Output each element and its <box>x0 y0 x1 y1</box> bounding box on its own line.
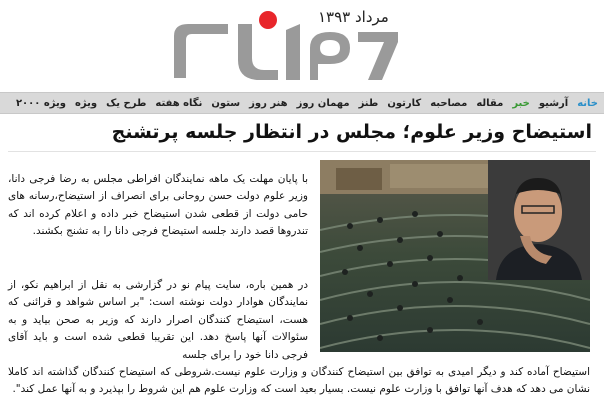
logo-mark-4 <box>310 32 350 80</box>
nav-item-guest[interactable]: مهمان روز <box>296 97 350 109</box>
nav-item-cartoon[interactable]: کارتون <box>387 97 422 109</box>
article-paragraph-2: در همین باره، سایت پیام نو در گزارشی به نقل از ابراهیم نکو، از نمایندگان هوادار دولت نوشته است: "بر اساس شواهد و قرائنی که هست، استیضاح کنندگان اصرار دارند که وزیر به صحن بیاید و به سئوالات آنها پاسخ دهد. این تقریبا قطعی شده است و باید آقای فرجی دانا خود را برای جلسه <box>8 278 308 361</box>
nav-item-column[interactable]: ستون <box>211 97 241 109</box>
parliament-photo <box>320 160 590 352</box>
nav-item-satire[interactable]: طنز <box>358 97 379 109</box>
hall-podium <box>336 168 382 190</box>
article-paragraph-3: استیضاح آماده کند و دیگر امیدی به توافق بین استیضاح کنندگان و وزارت علوم نیست.شروطی که استیضاح کنندگان گذاشته اند کاملا نشان می دهد که هدف آنها توافق با وزارت علوم نیست. بسیار بعید است که وزارت علوم هم این شروط را بپذیرد و به آنها عمل کند". <box>8 365 590 396</box>
article-title: استیضاح وزیر علوم؛ مجلس در انتظار جلسه پرتشنج <box>111 121 592 143</box>
nav-item-front[interactable]: طرح یک <box>106 97 147 109</box>
masthead <box>0 0 604 92</box>
logo-mark-2 <box>238 24 278 80</box>
issue-date: مرداد ۱۳۹۳ <box>318 8 389 26</box>
nav-item-special-2000[interactable]: ویژه ۲۰۰۰ <box>15 97 66 109</box>
nav-item-art[interactable]: هنر روز <box>249 97 288 109</box>
nav-item-weekly[interactable]: نگاه هفته <box>155 97 203 109</box>
article-paragraph-1: با پایان مهلت یک ماهه نمایندگان افراطی مجلس به رضا فرجی دانا، وزیر علوم دولت حسن روحانی برای انصراف از استیضاح،رسانه های حامی دولت از قطعی شدن استیضاح خبر داده و اعلام کرده اند که تندروها قصد دارند جلسه استیضاح فرجی دانا را به تشنج بکشند. <box>8 172 308 238</box>
nav-item-home[interactable]: خانه <box>577 97 598 109</box>
nav-item-special[interactable]: ویژه <box>74 97 98 109</box>
logo-mark-3 <box>286 24 300 80</box>
nav-item-news[interactable]: خبر <box>512 97 530 109</box>
nav-item-archive[interactable]: آرشیو <box>538 97 569 109</box>
main-nav <box>0 92 604 114</box>
logo-mark-1 <box>174 24 228 78</box>
nav-item-interview[interactable]: مصاحبه <box>430 97 468 109</box>
logo-red-dot <box>259 11 277 29</box>
title-divider <box>8 151 596 152</box>
logo-mark-5 <box>358 32 398 80</box>
nav-item-article[interactable]: مقاله <box>476 97 504 109</box>
